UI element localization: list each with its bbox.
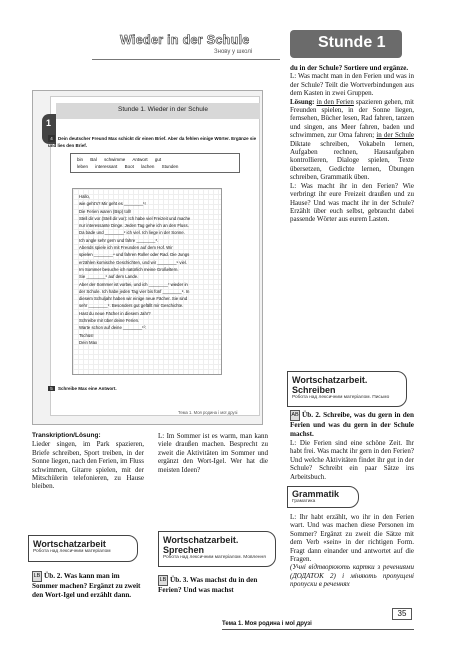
exercise-text: Üb. 3. Was machst du in den Ferien? Und was machst [158,576,258,594]
letter-line: spielen ________⁴ und fahren Roller oder Rad. Die Jungs [79,252,190,258]
letter-line: Tschüs! [79,332,94,338]
page-title: Wieder in der Schule [120,33,250,47]
letter-line: Warte schon auf deine ________¹⁰. [79,325,147,331]
letter-line: Hallo, [79,194,90,199]
section-subtitle: Граматика [292,499,316,504]
letter-box [72,188,222,375]
exercise-instruction: Schreibe Max eine Antwort. [58,386,117,391]
footer-text: Тема 1. Моя родина і мої друзі [222,621,312,627]
exercise-text: Üb. 2. Was kann man im Sommer machen? Ergänzt zu zweit den Wort-Igel und erzählt dann. [32,572,141,599]
letter-line: Hast du neue Fächer in diesem Jahr? [79,310,151,316]
letter-line: Die Ferien waren (Bsp) toll! [79,208,132,214]
letter-line: nur interessante Dinge. Jeden Tag gehe ich an den Fluss. [79,223,189,229]
exercise-number: 5 [48,386,55,391]
exercise-number: 4 [48,135,55,142]
workbook-icon: AB [290,410,300,421]
letter-line: der Schule. Ich habe jeden Tag vier bis fünf ________⁸. In [79,288,190,294]
grammar-note: (Учні відтворюють картки з речениями (ДОДАТОК 2) і міняють пропущені пропуски в реченнях [290,563,414,589]
book-icon: LB [158,575,168,586]
middle-paragraph: L: Im Sommer ist es warm, man kann viele draußen machen. Besprecht zu zweit die Aktivitäten im Sommer und ergänzt den Wort-Igel. Wer hat die meisten Ideen? [158,432,268,474]
letter-line: Sie ________⁶ auf dem Lande. [79,274,139,280]
word-box-row-1: bin Bal schwimme Antwort gut [77,157,162,162]
section-box-grammatik [287,486,359,508]
page-number: 35 [392,608,412,620]
section-box-schreiben [287,371,407,407]
letter-line: wie geht's? Mir geht es ________¹! [79,201,146,207]
grammar-paragraph: L: Ihr habt erzählt, wo ihr in den Ferien wart. Und was machen diese Personen im Sommer? Ergänzt zu zweit die Sätze mit dem Verb «sein» in der richtigen Form. Fragt dann einander und antwortet auf die Fragen. [290,513,414,564]
letter-line: Abends spiele ich mit Freunden auf dem Hof. Wir [79,245,173,251]
transcription-text: Lieder singen, im Park spazieren, Briefe schreiben, Sport treiben, in der Sonne liegen, nach den Ferien, im Fluss schwimmen, Gitarre spielen, mit der Mitschülerin telefonieren, zu Hause bleiben. [32,440,144,491]
right-column-block-3 [290,513,414,589]
exercise-text: Üb. 2. Schreibe, was du gern in den Ferien und was du gern in der Schule machst. [290,411,414,438]
lesson-badge [290,30,402,58]
section-box-wortschatzarbeit [28,535,138,562]
ferien-paragraph: L: Die Ferien sind eine schöne Zeit. Ihr habt frei. Was macht ihr gern in den Ferien? Und welche Aktivitäten findet ihr gut in der Schule? Schreibt ein paar Sätze ins Arbeitsbuch. [290,439,414,481]
section-title: Wortschatzarbeit [33,539,106,549]
letter-line: diesem Schuljahr haben wir einige neue Fächer. Sie sind [79,296,188,302]
letter-line: Da bade und ________² ich viel. Ich liege in der Sonne. [79,230,185,236]
section-title: Wortschatzarbeit. Sprechen [163,535,239,555]
workbook-banner: Stunde 1. Wieder in der Schule [56,103,260,119]
sort-paragraph: L: Was macht man in den Ferien und was in der Schule? Teilt die Wortverbindungen aus dem Kasten in zwei Gruppen. [290,72,414,98]
header-divider [92,59,280,60]
solution-paragraph: Lösung: in den Ferien spazieren gehen, mit Freunden spielen, in der Sonne liegen, fernsehen, Bücher lesen, Rad fahren, tanzen und singen, ans Meer fahren, baden und schwimmen, zur Oma fahren; in der Schule Diktate schreiben, Vokabeln lernen, Aufgaben rechnen, Hausaufgaben kontrollieren, Dialoge spielen, Texte übersetzen, Gedichte lernen, Übungen schreiben, Grammatik üben. [290,97,414,182]
workbook-lesson-tab: 1 [42,114,56,144]
exercise-instruction: Dein deutscher Freund Max schickt dir einen Brief. Aber da fehlen einige Wörter. Ergänze sie und lies den Brief. [48,136,257,148]
section-subtitle: Робота над лексичним матеріалом. Письмо [292,395,390,400]
word-box-row-2: leben interessant Boot lachen Stunden [77,164,179,169]
right-column-block-1 [290,64,414,224]
sort-heading: du in der Schule? Sortiere und ergänze. [290,64,409,72]
workbook-exercise-5 [48,386,117,391]
letter-line: Stell dir vor (Stell dir vor): Ich habe viel Freizeit und mache [79,215,191,221]
workbook-exercise-4 [48,135,258,149]
word-box [70,153,240,173]
section-subtitle: Робота над лексичним матеріалом [33,549,111,554]
letter-line: Ich angle sehr gern und fahre ________³. [79,237,159,243]
letter-line: Dein Max [79,339,98,345]
transcription-block [32,432,144,491]
section-title: Grammatik [292,489,340,499]
page-subtitle: Знову у школі [214,49,253,55]
section-box-sprechen [158,531,276,567]
exercise-3-block [158,575,276,595]
section-title: Wortschatzarbeit. Schreiben [292,375,368,395]
right-column-block-2 [290,410,414,481]
letter-line: Schreibe mir über deine Ferien. [79,318,140,324]
book-icon: LB [32,571,42,582]
footer-divider [222,629,414,630]
workbook-caption: Тема 1. Моя родина і мої друзі [178,410,238,415]
lesson-badge-label: Stunde 1 [318,34,386,51]
section-subtitle: Робота над лексичним матеріалом. Мовлення [163,555,266,560]
discussion-paragraph: L: Was macht ihr in den Ferien? Wie verbringt ihr eure Freizeit draußen und zu Hause? Und was macht ihr in der Schule? Erzählt über euch selbst, gebraucht dabei passende Wörter aus eurem Lasten. [290,181,414,224]
exercise-2-block [32,571,146,600]
letter-line: Im Sommer besuche ich natürlich meine Großeltern. [79,266,179,272]
exercise-ab-2 [290,410,414,439]
letter-line: sehr ________⁹. Besonders gut gefällt mir Geschichte. [79,303,184,309]
transcription-heading: Transkription/Lösung: [32,432,101,439]
letter-line: erzählen komische Geschichten, und wir ________⁵ viel. [79,259,188,265]
letter-line: Aber der Sommer ist vorbei, und ich ________⁷ wieder in [79,281,188,287]
